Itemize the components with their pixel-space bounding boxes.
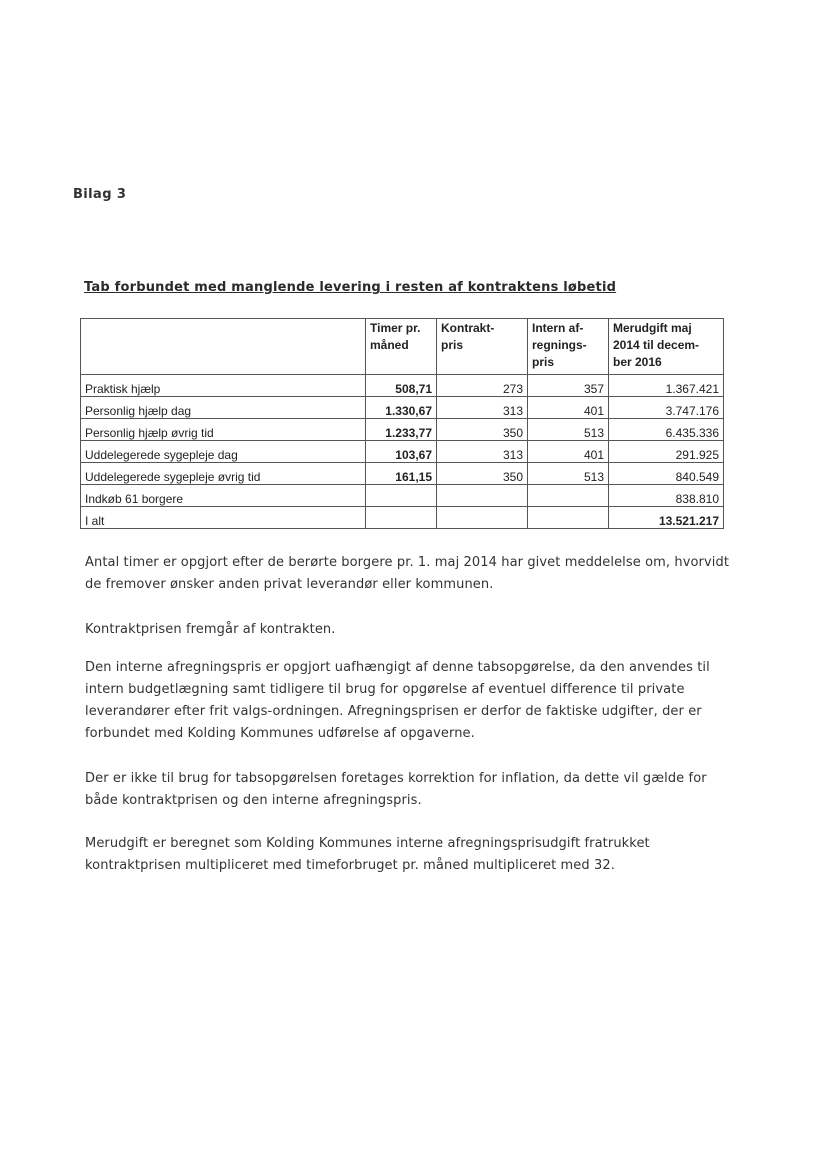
header-hours xyxy=(366,319,437,375)
cell-contract-price: 273 xyxy=(437,375,528,397)
paragraph-contract-price: Kontraktprisen fremgår af kontrakten. xyxy=(85,622,336,637)
header-internal-line3: pris xyxy=(532,355,555,369)
table-row xyxy=(81,419,724,441)
cell-extra-cost: 3.747.176 xyxy=(609,397,724,419)
table-title: Tab forbundet med manglende levering i resten af kontraktens løbetid xyxy=(84,280,617,295)
cell-hours: 161,15 xyxy=(366,463,437,485)
header-contract-line1: Kontrakt- xyxy=(441,321,495,335)
cell-hours: 1.233,77 xyxy=(366,419,437,441)
header-extra-line1: Merudgift maj xyxy=(613,321,692,335)
cell-internal-price: 401 xyxy=(528,441,609,463)
cell-category: Uddelegerede sygepleje øvrig tid xyxy=(81,463,366,485)
cell-internal-price: 401 xyxy=(528,397,609,419)
cell-category: Personlig hjælp dag xyxy=(81,397,366,419)
table-row xyxy=(81,441,724,463)
paragraph-inflation: Der er ikke til brug for tabsopgørelsen foretages korrektion for inflation, da dette vil gælde for både kontraktprisen og den interne afregningspris. xyxy=(85,771,707,808)
cell-contract-price xyxy=(437,485,528,507)
header-hours-line2: måned xyxy=(370,338,409,352)
table-row xyxy=(81,463,724,485)
cell-internal-price: 513 xyxy=(528,419,609,441)
cell-category: Indkøb 61 borgere xyxy=(81,485,366,507)
header-contract-price xyxy=(437,319,528,375)
cell-extra-cost: 838.810 xyxy=(609,485,724,507)
loss-table xyxy=(80,318,724,529)
cell-internal-price: 357 xyxy=(528,375,609,397)
cell-extra-cost: 291.925 xyxy=(609,441,724,463)
cell-hours xyxy=(366,485,437,507)
paragraph-calculation: Merudgift er beregnet som Kolding Kommunes interne afregningsprisudgift fratrukket kontraktprisen multipliceret med timeforbruget pr. måned multipliceret med 32. xyxy=(85,836,650,873)
table-row xyxy=(81,375,724,397)
header-extra-line3: ber 2016 xyxy=(613,355,662,369)
table-row xyxy=(81,397,724,419)
cell-extra-cost: 6.435.336 xyxy=(609,419,724,441)
header-contract-line2: pris xyxy=(441,338,464,352)
cell-hours: 1.330,67 xyxy=(366,397,437,419)
header-hours-line1: Timer pr. xyxy=(370,321,421,335)
cell-contract-price: 313 xyxy=(437,397,528,419)
cell-hours: 103,67 xyxy=(366,441,437,463)
header-internal-price xyxy=(528,319,609,375)
total-hours-empty xyxy=(366,507,437,529)
total-internal-empty xyxy=(528,507,609,529)
cell-contract-price: 313 xyxy=(437,441,528,463)
cell-internal-price xyxy=(528,485,609,507)
total-contract-empty xyxy=(437,507,528,529)
cell-hours: 508,71 xyxy=(366,375,437,397)
header-category xyxy=(81,319,366,375)
header-internal-line2: regnings- xyxy=(532,338,587,352)
paragraph-internal-price: Den interne afregningspris er opgjort uafhængigt af denne tabsopgørelse, da den anvendes til intern budgetlægning samt tidligere til brug for opgørelse af eventuel difference til private leverandører efter frit valgs-ordningen. Afregningsprisen er derfor de faktiske udgifter, der er forbundet med Kolding Kommunes udførelse af opgaverne. xyxy=(85,660,710,741)
cell-contract-price: 350 xyxy=(437,419,528,441)
table-total-row xyxy=(81,507,724,529)
cell-category: Praktisk hjælp xyxy=(81,375,366,397)
cell-extra-cost: 840.549 xyxy=(609,463,724,485)
appendix-label: Bilag 3 xyxy=(73,187,127,202)
paragraph-hours-basis: Antal timer er opgjort efter de berørte borgere pr. 1. maj 2014 har givet meddelelse om, hvorvidt de fremover ønsker anden privat leverandør eller kommunen. xyxy=(85,555,730,592)
table-row xyxy=(81,485,724,507)
cell-extra-cost: 1.367.421 xyxy=(609,375,724,397)
header-extra-cost xyxy=(609,319,724,375)
cell-internal-price: 513 xyxy=(528,463,609,485)
table-header-row xyxy=(81,319,724,375)
total-extra-cost: 13.521.217 xyxy=(609,507,724,529)
cell-category: Personlig hjælp øvrig tid xyxy=(81,419,366,441)
header-extra-line2: 2014 til decem- xyxy=(613,338,700,352)
total-label: I alt xyxy=(81,507,366,529)
cell-category: Uddelegerede sygepleje dag xyxy=(81,441,366,463)
cell-contract-price: 350 xyxy=(437,463,528,485)
header-internal-line1: Intern af- xyxy=(532,321,584,335)
